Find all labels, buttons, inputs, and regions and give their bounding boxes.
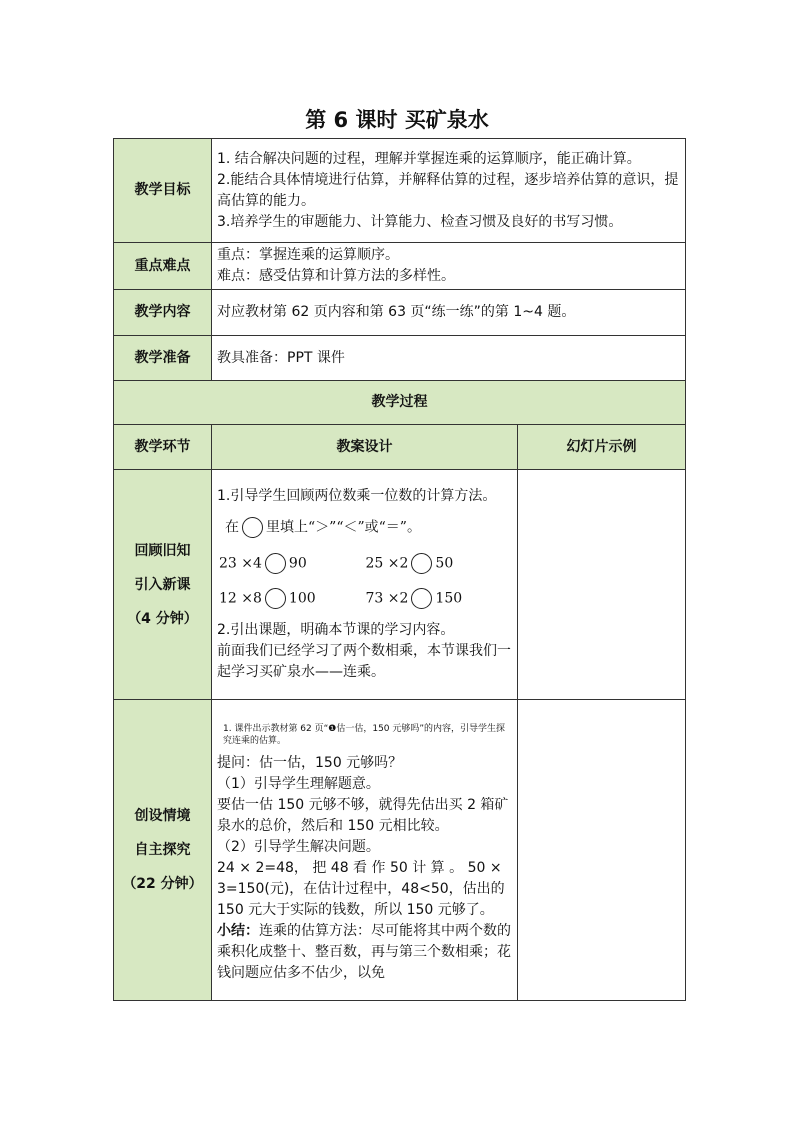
stage2-line: （2）引导学生解决问题。 — [217, 838, 380, 855]
content-label: 教学内容 — [114, 290, 212, 336]
blank-circle-icon — [411, 553, 432, 574]
instruction-line — [225, 517, 512, 539]
preparation-text: 教具准备：PPT 课件 — [212, 336, 686, 381]
stage2-label-line: （22 分钟） — [122, 876, 203, 892]
stage1-design — [212, 470, 518, 700]
page-title: 第 6 课时 买矿泉水 — [305, 108, 489, 132]
stage1-para3: 前面我们已经学习了两个数相乘，本节课我们一起学习买矿泉水——连乘。 — [217, 642, 511, 680]
objective-line: 3.培养学生的审题能力、计算能力、检查习惯及良好的书写习惯。 — [217, 213, 623, 230]
preparation-row — [114, 336, 686, 381]
stage2-line: 24 × 2=48， 把 48 看 作 50 计 算 。 50 × 3=150(元)，在估计过程中，48<50，估出的 150 元大于实际的钱数，所以 150 元够了。 — [217, 859, 505, 918]
summary-label: 小结： — [217, 922, 259, 939]
stage1-label-line: 回顾旧知 — [134, 542, 191, 559]
stage2-line: 要估一估 150 元够不够，就得先估出买 2 箱矿泉水的总价，然后和 150 元相比较。 — [217, 796, 509, 834]
stage2-row — [114, 700, 686, 1001]
stage2-line: 提问：估一估，150 元够吗？ — [217, 754, 403, 771]
exercise: 73 ×2 150 — [366, 588, 513, 610]
key-point-line: 难点：感受估算和计算方法的多样性。 — [217, 268, 455, 284]
instruction-post: 里填上“＞”“＜”或“＝”。 — [266, 519, 421, 536]
objectives-cell — [212, 139, 686, 243]
lesson-plan-table — [113, 138, 686, 1001]
blank-circle-icon — [265, 588, 286, 609]
exercise-row — [219, 588, 512, 610]
stage1-label-line: 引入新课 — [134, 576, 191, 593]
key-points-label: 重点难点 — [114, 243, 212, 290]
courseware-note: 1. 课件出示教材第 62 页“❶估一估，150 元够吗”的内容，引导学生探究连乘的估算。 — [223, 723, 506, 746]
key-point-line: 重点：掌握连乘的运算顺序。 — [217, 247, 399, 263]
header-slides: 幻灯片示例 — [518, 425, 686, 470]
objective-line: 1. 结合解决问题的过程，理解并掌握连乘的运算顺序，能正确计算。 — [217, 150, 641, 167]
objectives-row — [114, 139, 686, 243]
content-text: 对应教材第 62 页内容和第 63 页“练一练”的第 1~4 题。 — [212, 290, 686, 336]
blank-circle-icon — [242, 517, 263, 538]
summary-text: 连乘的估算方法：尽可能将其中两个数的乘积化成整十、整百数，再与第三个数相乘；花钱问题应估多不估少，以免 — [217, 922, 511, 981]
stage2-label-line: 创设情境 — [134, 808, 191, 824]
stage2-slide — [518, 700, 686, 1001]
stage2-label — [114, 700, 212, 1001]
instruction-pre: 在 — [225, 519, 239, 536]
blank-circle-icon — [265, 553, 286, 574]
stage1-label-line: （4 分钟） — [127, 610, 198, 627]
stage2-label-line: 自主探究 — [134, 842, 191, 858]
stage2-design — [212, 700, 518, 1001]
objective-line: 2.能结合具体情境进行估算，并解释估算的过程，逐步培养估算的意识，提高估算的能力。 — [217, 171, 679, 209]
key-points-row — [114, 243, 686, 290]
stage1-row — [114, 470, 686, 700]
process-band-row — [114, 381, 686, 425]
stage1-para2: 2.引出课题，明确本节课的学习内容。 — [217, 621, 455, 638]
exercise: 12 ×8 100 — [219, 588, 366, 610]
exercise: 23 ×4 90 — [219, 553, 366, 575]
content-row — [114, 290, 686, 336]
objectives-label: 教学目标 — [114, 139, 212, 243]
stage1-label — [114, 470, 212, 700]
stage1-slide — [518, 470, 686, 700]
process-band: 教学过程 — [114, 381, 686, 425]
stage1-intro: 1.引导学生回顾两位数乘一位数的计算方法。 — [217, 488, 497, 505]
exercise: 25 ×2 50 — [366, 553, 513, 575]
summary — [217, 921, 512, 984]
header-design: 教案设计 — [212, 425, 518, 470]
exercise-row — [219, 553, 512, 575]
preparation-label: 教学准备 — [114, 336, 212, 381]
key-points-cell — [212, 243, 686, 290]
stage2-line: （1）引导学生理解题意。 — [217, 775, 380, 792]
header-stage: 教学环节 — [114, 425, 212, 470]
blank-circle-icon — [411, 588, 432, 609]
header-row — [114, 425, 686, 470]
